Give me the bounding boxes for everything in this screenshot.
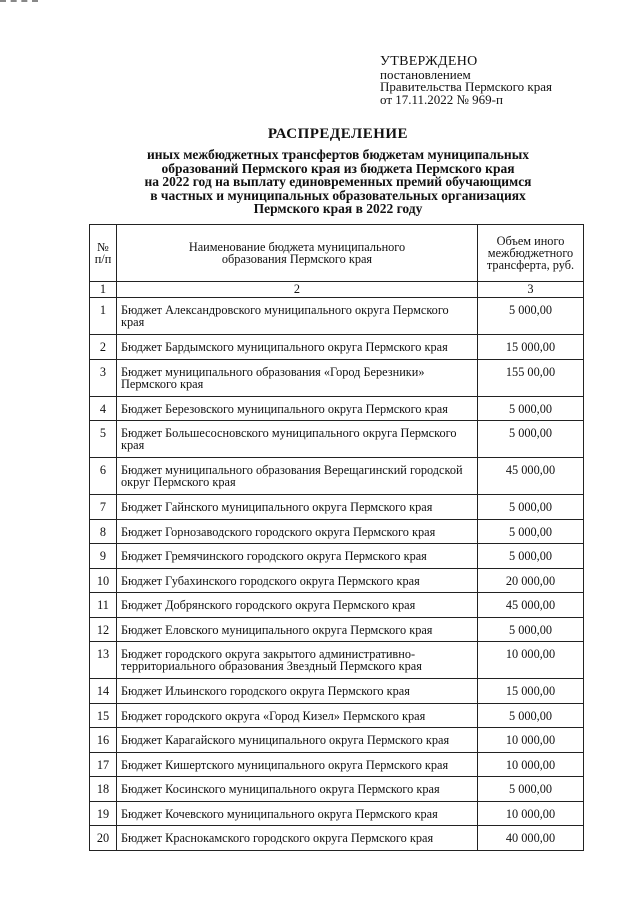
row-amount: 5 000,00 — [478, 617, 584, 642]
row-amount: 5 000,00 — [478, 495, 584, 520]
table-row — [90, 593, 584, 618]
row-amount: 10 000,00 — [478, 728, 584, 753]
subtitle-line: в частных и муниципальных образовательных организациях — [150, 187, 526, 203]
document-title: РАСПРЕДЕЛЕНИЕ — [267, 126, 409, 142]
header-text: п/п — [94, 252, 112, 266]
row-number: 3 — [90, 359, 117, 396]
table-row — [90, 777, 584, 802]
header-text: Наименование бюджета муниципального — [188, 239, 406, 254]
row-number: 10 — [90, 568, 117, 593]
document-title-block — [100, 126, 576, 216]
table-row — [90, 728, 584, 753]
table-header-row — [90, 225, 584, 282]
header-text: № — [97, 239, 109, 254]
row-number: 13 — [90, 642, 117, 679]
row-amount: 5 000,00 — [478, 544, 584, 569]
column-number: 2 — [117, 282, 478, 298]
table-row — [90, 495, 584, 520]
row-amount: 5 000,00 — [478, 298, 584, 335]
row-amount: 15 000,00 — [478, 679, 584, 704]
row-number: 5 — [90, 421, 117, 458]
table-row — [90, 826, 584, 851]
row-budget-name: Бюджет Еловского муниципального округа Пермского края — [117, 617, 478, 642]
row-number: 19 — [90, 801, 117, 826]
approval-line-2: Правительства Пермского края — [380, 79, 552, 94]
subtitle-line: иных межбюджетных трансфертов бюджетам муниципальных — [147, 147, 529, 162]
row-amount: 15 000,00 — [478, 335, 584, 360]
row-number: 12 — [90, 617, 117, 642]
row-amount: 5 000,00 — [478, 421, 584, 458]
table-row — [90, 298, 584, 335]
row-number: 1 — [90, 298, 117, 335]
row-budget-name: Бюджет городского округа закрытого административно-территориального образования Звездный Пермского края — [117, 642, 478, 679]
row-budget-name: Бюджет Горнозаводского городского округа Пермского края — [117, 519, 478, 544]
header-text: образования Пермского края — [221, 252, 373, 266]
row-number: 11 — [90, 593, 117, 618]
row-number: 15 — [90, 703, 117, 728]
row-budget-name: Бюджет Губахинского городского округа Пермского края — [117, 568, 478, 593]
table-row — [90, 544, 584, 569]
row-budget-name: Бюджет Краснокамского городского округа Пермского края — [117, 826, 478, 851]
approval-line-3: от 17.11.2022 № 969-п — [380, 91, 503, 107]
row-number: 6 — [90, 458, 117, 495]
row-budget-name: Бюджет Косинского муниципального округа Пермского края — [117, 777, 478, 802]
header-number — [90, 225, 117, 282]
table-row — [90, 617, 584, 642]
row-amount: 5 000,00 — [478, 519, 584, 544]
row-budget-name: Бюджет Бардымского муниципального округа Пермского края — [117, 335, 478, 360]
subtitle-line: Пермского края в 2022 году — [253, 201, 423, 217]
column-number: 1 — [90, 282, 117, 298]
row-amount: 5 000,00 — [478, 396, 584, 421]
row-number: 20 — [90, 826, 117, 851]
table-row — [90, 801, 584, 826]
table-row — [90, 679, 584, 704]
row-amount: 40 000,00 — [478, 826, 584, 851]
row-number: 4 — [90, 396, 117, 421]
row-number: 8 — [90, 519, 117, 544]
column-number-row — [90, 282, 584, 298]
row-amount: 155 00,00 — [478, 359, 584, 396]
row-amount: 45 000,00 — [478, 458, 584, 495]
column-number: 3 — [478, 282, 584, 298]
row-number: 2 — [90, 335, 117, 360]
subtitle-line: образований Пермского края из бюджета Пермского края — [161, 160, 515, 176]
row-budget-name: Бюджет Ильинского городского округа Пермского края — [117, 679, 478, 704]
row-budget-name: Бюджет Березовского муниципального округа Пермского края — [117, 396, 478, 421]
row-amount: 5 000,00 — [478, 703, 584, 728]
approval-line-1: постановлением — [380, 66, 471, 82]
row-number: 9 — [90, 544, 117, 569]
scan-corner-mark — [0, 0, 38, 5]
row-budget-name: Бюджет муниципального образования «Город Березники» Пермского края — [117, 359, 478, 396]
distribution-table — [89, 224, 584, 851]
row-budget-name: Бюджет муниципального образования Верещагинский городской округ Пермского края — [117, 458, 478, 495]
table-row — [90, 396, 584, 421]
row-number: 16 — [90, 728, 117, 753]
row-amount: 10 000,00 — [478, 752, 584, 777]
row-budget-name: Бюджет Большесосновского муниципального округа Пермского края — [117, 421, 478, 458]
table-row — [90, 752, 584, 777]
header-text: Объем иного — [496, 233, 565, 248]
approval-stamp-block — [380, 56, 552, 106]
table-row — [90, 458, 584, 495]
table-row — [90, 421, 584, 458]
row-budget-name: Бюджет Добрянского городского округа Пермского края — [117, 593, 478, 618]
approval-heading: УТВЕРЖДЕНО — [380, 54, 478, 69]
row-amount: 10 000,00 — [478, 642, 584, 679]
table-row — [90, 519, 584, 544]
table-row — [90, 359, 584, 396]
header-text: межбюджетного — [487, 245, 574, 260]
table-row — [90, 568, 584, 593]
header-budget-name — [117, 225, 478, 282]
row-budget-name: Бюджет городского округа «Город Кизел» Пермского края — [117, 703, 478, 728]
row-budget-name: Бюджет Гайнского муниципального округа Пермского края — [117, 495, 478, 520]
row-budget-name: Бюджет Гремячинского городского округа Пермского края — [117, 544, 478, 569]
row-budget-name: Бюджет Кишертского муниципального округа Пермского края — [117, 752, 478, 777]
row-budget-name: Бюджет Карагайского муниципального округа Пермского края — [117, 728, 478, 753]
table-body — [90, 298, 584, 851]
header-transfer-amount — [478, 225, 584, 282]
row-number: 14 — [90, 679, 117, 704]
row-number: 7 — [90, 495, 117, 520]
header-text: трансферта, руб. — [486, 258, 575, 273]
row-number: 17 — [90, 752, 117, 777]
row-budget-name: Бюджет Александровского муниципального округа Пермского края — [117, 298, 478, 335]
table-row — [90, 642, 584, 679]
subtitle-line: на 2022 год на выплату единовременных премий обучающимся — [144, 174, 532, 190]
row-budget-name: Бюджет Кочевского муниципального округа Пермского края — [117, 801, 478, 826]
row-amount: 20 000,00 — [478, 568, 584, 593]
table-row — [90, 703, 584, 728]
row-number: 18 — [90, 777, 117, 802]
row-amount: 5 000,00 — [478, 777, 584, 802]
row-amount: 10 000,00 — [478, 801, 584, 826]
document-subtitle — [100, 148, 576, 216]
row-amount: 45 000,00 — [478, 593, 584, 618]
table-row — [90, 335, 584, 360]
